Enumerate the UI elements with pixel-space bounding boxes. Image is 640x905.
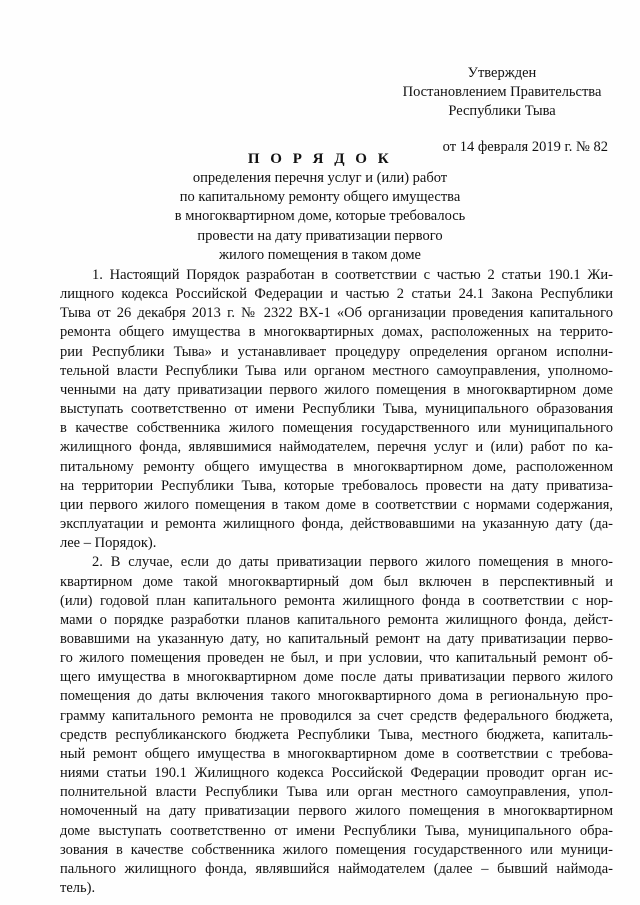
paragraph-line: Тыва от 26 декабря 2013 г. № 2322 ВХ-1 «Об организации проведения капитального — [60, 305, 613, 322]
paragraph-line: 1. Настоящий Порядок разработан в соответствии с частью 2 статьи 190.1 Жи- — [92, 267, 613, 283]
paragraph-line: полнительной власти Республики Тыва или орган местного самоуправления, упол- — [60, 784, 613, 801]
approval-line-republic: Республики Тыва — [448, 103, 556, 119]
title-subtitle — [150, 169, 490, 265]
paragraph-line: лищного кодекса Российской Федерации и частью 2 статьи 24.1 Закона Республики — [60, 286, 613, 303]
paragraph-line: эксплуатации и ремонта жилищного фонда, действовавшими на указанную дату (да- — [60, 516, 613, 533]
paragraph-line: ный ремонт общего имущества в многоквартирном доме в соответствии с требова- — [60, 745, 613, 762]
document-body — [60, 266, 613, 898]
paragraph-line: помещения до даты включения такого многоквартирного дома в региональную про- — [60, 688, 613, 705]
paragraph-1 — [60, 266, 613, 553]
subtitle-line: провести на дату приватизации первого — [197, 227, 443, 244]
paragraph-line: зования в качестве собственника жилого помещения государственного или муници- — [60, 841, 613, 858]
subtitle-line: в многоквартирном доме, которые требовалось — [174, 208, 466, 225]
paragraph-line: (или) годовой план капитального ремонта жилищного фонда в соответствии с нор- — [60, 592, 613, 609]
paragraph-line: лее – Порядок). — [60, 535, 157, 552]
approval-line-approved: Утвержден — [467, 65, 537, 81]
paragraph-line: вовавшими на указанную дату, но капитальный ремонт на дату приватизации перво- — [60, 630, 613, 647]
paragraph-line: жилищного фонда, являвшимися наймодателем, перечня услуг и (или) работ по ка- — [60, 439, 613, 456]
paragraph-line: тель). — [60, 880, 96, 896]
paragraph-line: на территории Республики Тыва, которые требовалось провести на дату приватиза- — [60, 477, 613, 494]
paragraph-line: ченными на дату приватизации первого жилого помещения в многоквартирном доме — [60, 381, 613, 398]
paragraph-line: тельной власти Республики Тыва или органом местного самоуправления, уполномо- — [60, 362, 613, 379]
paragraph-line: ниями статьи 190.1 Жилищного кодекса Российской Федерации проводит орган ис- — [60, 765, 613, 782]
document-title — [150, 150, 490, 265]
paragraph-line: квартирном доме такой многоквартирный дом был включен в перспективный и — [60, 573, 613, 590]
paragraph-line: выступать соответственно от имени Республики Тыва, муниципального образования — [60, 401, 613, 418]
paragraph-line: пального жилищного фонда, являвшийся наймодателем (далее – бывший наймода- — [60, 860, 613, 877]
approval-line-issuer: Постановлением Правительства — [402, 84, 602, 100]
paragraph-line: ции первого жилого помещения в таком доме в соответствии с нормами содержания, — [60, 496, 613, 513]
paragraph-line: 2. В случае, если до даты приватизации первого жилого помещения в много- — [92, 554, 613, 571]
approval-date-number: от 14 февраля 2019 г. № 82 — [442, 139, 608, 155]
paragraph-line: средств республиканского бюджета Республики Тыва, местного бюджета, капиталь- — [60, 726, 613, 743]
paragraph-line: в качестве собственника жилого помещения государственного или муниципального — [60, 420, 613, 437]
paragraph-line: щего имущества в многоквартирном доме после даты приватизации первого жилого — [60, 669, 613, 686]
paragraph-line: мами о порядке разработки планов капитального ремонта жилищного фонда, дейст- — [60, 611, 613, 628]
paragraph-line: ремонта общего имущества в многоквартирных домах, расположенных на террито- — [60, 324, 613, 341]
approval-stamp — [392, 64, 612, 157]
subtitle-line: жилого помещения в таком доме — [219, 246, 421, 263]
paragraph-line: питальному ремонту общего имущества в многоквартирном доме, расположенном — [60, 458, 613, 475]
subtitle-line: определения перечня услуг и (или) работ — [192, 170, 448, 186]
paragraph-line: рии Республики Тыва» и устанавливает процедуру определения органом исполни- — [60, 343, 613, 360]
title-main: П О Р Я Д О К — [247, 151, 393, 167]
paragraph-line: доме выступать соответственно от имени Республики Тыва, муниципального обра- — [60, 822, 613, 839]
paragraph-line: грамму капитального ремонта не проводился за счет средств федерального бюджета, — [60, 707, 613, 724]
paragraph-2 — [60, 553, 613, 898]
subtitle-line: по капитальному ремонту общего имущества — [179, 189, 461, 206]
paragraph-line: номоченный на дату приватизации первого жилого помещения в многоквартирном — [60, 803, 613, 820]
paragraph-line: го жилого помещения проведен не был, и при условии, что капитальный ремонт об- — [60, 650, 613, 667]
